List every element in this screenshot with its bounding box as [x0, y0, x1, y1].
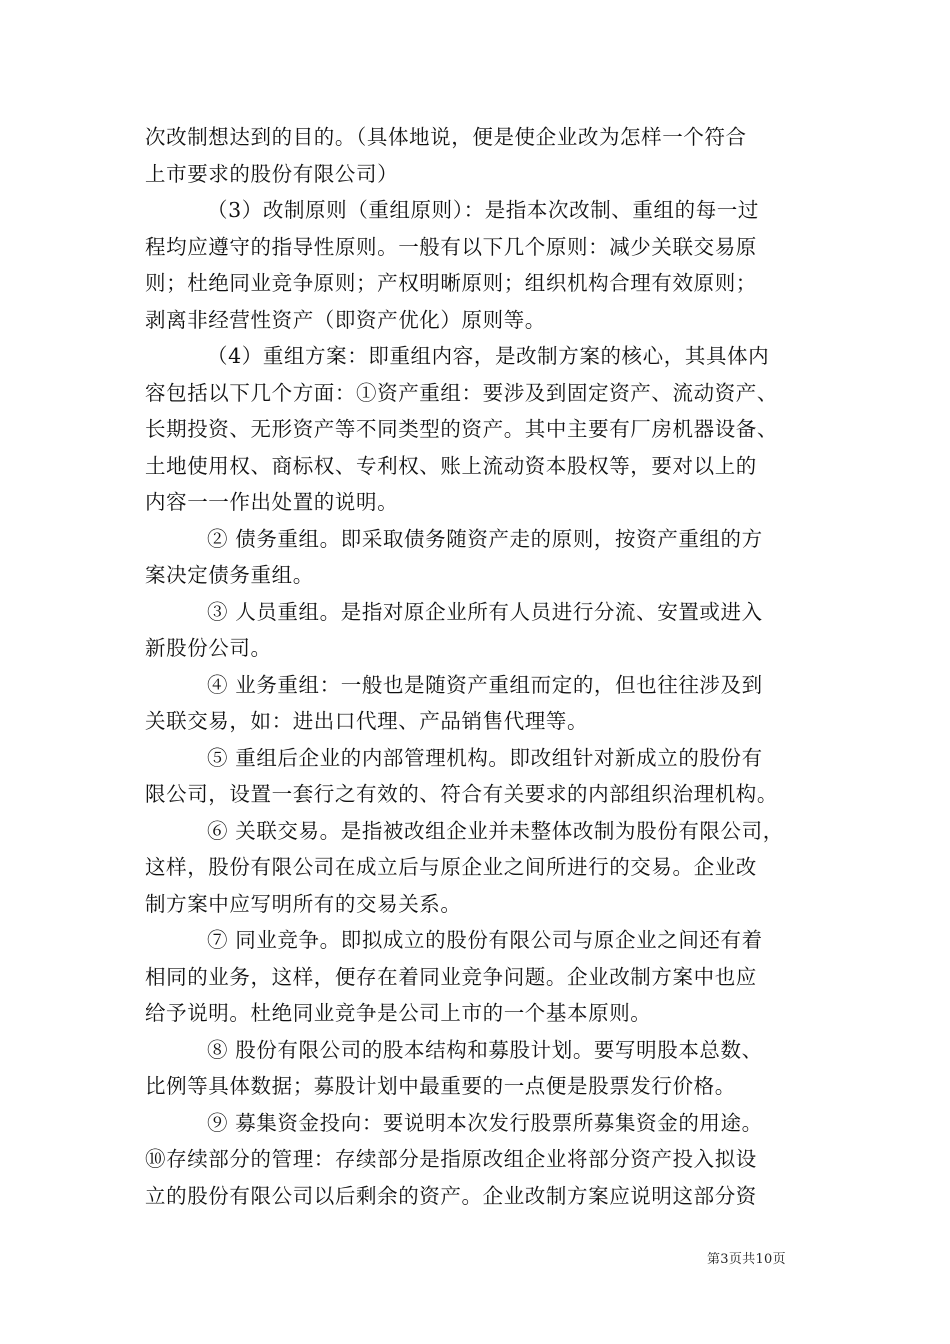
text-line: ⑨ 募集资金投向：要说明本次发行股票所募集资金的用途。 [207, 1110, 763, 1135]
text-line: 案决定债务重组。 [145, 563, 314, 587]
text-line: 立的股份有限公司以后剩余的资产。企业改制方案应说明这部分资 [145, 1183, 757, 1208]
text-line: 比例等具体数据；募股计划中最重要的一点便是股票发行价格。 [145, 1074, 736, 1098]
text-line: 上市要求的股份有限公司） [145, 161, 399, 186]
text-line: 限公司，设置一套行之有效的、符合有关要求的内部组织治理机构。 [145, 782, 778, 806]
text-line: 制方案中应写明所有的交易关系。 [145, 891, 462, 916]
page-number: 第3页共10页 [707, 1252, 786, 1267]
text-line: 则；杜绝同业竞争原则；产权明晰原则；组织机构合理有效原则； [145, 271, 757, 295]
text-line: 次改制想达到的目的。（具体地说，便是使企业改为怎样一个符合 [145, 125, 747, 149]
text-line: 长期投资、无形资产等不同类型的资产。其中主要有厂房机器设备、 [145, 417, 778, 441]
text-line: （4）重组方案：即重组内容，是改制方案的核心，其具体内 [207, 344, 770, 368]
text-line: ⑦ 同业竞争。即拟成立的股份有限公司与原企业之间还有着 [207, 928, 763, 952]
text-line: 关联交易，如：进出口代理、产品销售代理等。 [145, 709, 589, 733]
text-line: ⑧ 股份有限公司的股本结构和募股计划。要写明股本总数、 [207, 1037, 763, 1062]
text-line: ④ 业务重组：一般也是随资产重组而定的，但也往往涉及到 [207, 672, 763, 697]
text-line: 程均应遵守的指导性原则。一般有以下几个原则：减少关联交易原 [145, 234, 757, 259]
text-line: 土地使用权、商标权、专利权、账上流动资本股权等，要对以上的 [145, 453, 757, 478]
text-line: 剥离非经营性资产（即资产优化）原则等。 [145, 307, 546, 332]
text-line: 这样，股份有限公司在成立后与原企业之间所进行的交易。企业改 [145, 855, 757, 879]
text-line: ③ 人员重组。是指对原企业所有人员进行分流、安置或进入 [207, 599, 763, 624]
text-line: ⑤ 重组后企业的内部管理机构。即改组针对新成立的股份有 [207, 745, 763, 770]
text-line: （3）改制原则（重组原则）：是指本次改制、重组的每一过 [207, 198, 759, 222]
text-line: ② 债务重组。即采取债务随资产走的原则，按资产重组的方 [207, 526, 763, 551]
text-line: 内容一一作出处置的说明。 [145, 490, 399, 514]
text-line: ⑩存续部分的管理：存续部分是指原改组企业将部分资产投入拟设 [145, 1147, 757, 1171]
text-line: 容包括以下几个方面：①资产重组：要涉及到固定资产、流动资产、 [145, 380, 778, 405]
text-line: 新股份公司。 [145, 636, 272, 660]
text-line: ⑥ 关联交易。是指被改组企业并未整体改制为股份有限公司， [207, 818, 784, 843]
text-line: 相同的业务，这样，便存在着同业竞争问题。企业改制方案中也应 [145, 964, 757, 989]
text-line: 给予说明。杜绝同业竞争是公司上市的一个基本原则。 [145, 1001, 652, 1025]
document-body [145, 119, 815, 1214]
